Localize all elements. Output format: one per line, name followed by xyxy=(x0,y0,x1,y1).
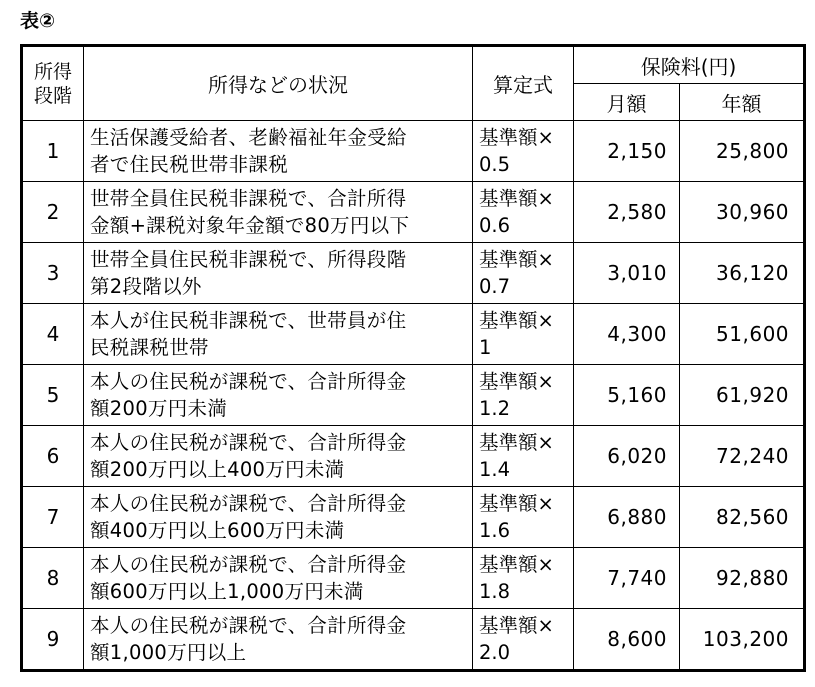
condition-line1: 本人の住民税が課税で、合計所得金 xyxy=(90,492,407,515)
formula-line2: 0.7 xyxy=(479,275,511,298)
formula-line1: 基準額× xyxy=(479,553,554,576)
cell-rank: 2 xyxy=(22,182,84,243)
condition-line1: 本人の住民税が課税で、合計所得金 xyxy=(90,553,407,576)
condition-line1: 生活保護受給者、老齢福祉年金受給 xyxy=(90,126,407,149)
cell-rank: 1 xyxy=(22,121,84,182)
cell-formula xyxy=(473,365,574,426)
cell-monthly: 2,580 xyxy=(574,182,680,243)
header-rank-line2: 段階 xyxy=(33,84,72,107)
condition-line2: 額200万円以上400万円未満 xyxy=(90,458,345,481)
table-row xyxy=(22,121,805,182)
cell-formula xyxy=(473,487,574,548)
cell-annual: 30,960 xyxy=(680,182,805,243)
cell-annual: 103,200 xyxy=(680,609,805,671)
cell-condition xyxy=(84,609,473,671)
formula-line1: 基準額× xyxy=(479,187,554,210)
formula-line2: 0.6 xyxy=(479,214,511,237)
condition-line1: 本人の住民税が課税で、合計所得金 xyxy=(90,370,407,393)
cell-rank: 9 xyxy=(22,609,84,671)
table-row xyxy=(22,243,805,304)
formula-line2: 2.0 xyxy=(479,641,511,664)
header-condition: 所得などの状況 xyxy=(84,46,473,121)
cell-monthly: 4,300 xyxy=(574,304,680,365)
cell-formula xyxy=(473,243,574,304)
formula-line1: 基準額× xyxy=(479,370,554,393)
formula-line2: 1.8 xyxy=(479,580,511,603)
condition-line2: 者で住民税世帯非課税 xyxy=(90,153,289,176)
cell-annual: 51,600 xyxy=(680,304,805,365)
condition-line2: 金額+課税対象年金額で80万円以下 xyxy=(90,214,410,237)
header-formula: 算定式 xyxy=(473,46,574,121)
table-row xyxy=(22,426,805,487)
cell-annual: 82,560 xyxy=(680,487,805,548)
cell-monthly: 2,150 xyxy=(574,121,680,182)
cell-rank: 8 xyxy=(22,548,84,609)
condition-line1: 本人の住民税が課税で、合計所得金 xyxy=(90,431,407,454)
formula-line1: 基準額× xyxy=(479,126,554,149)
condition-line2: 額200万円未満 xyxy=(90,397,228,420)
cell-rank: 5 xyxy=(22,365,84,426)
formula-line2: 1.2 xyxy=(479,397,511,420)
table-caption: 表② xyxy=(20,10,56,32)
header-premium: 保険料(円) xyxy=(574,46,805,84)
formula-line2: 0.5 xyxy=(479,153,511,176)
table-row xyxy=(22,365,805,426)
cell-annual: 72,240 xyxy=(680,426,805,487)
cell-rank: 7 xyxy=(22,487,84,548)
cell-formula xyxy=(473,304,574,365)
table-row xyxy=(22,487,805,548)
cell-rank: 3 xyxy=(22,243,84,304)
condition-line2: 民税課税世帯 xyxy=(90,336,209,359)
cell-formula xyxy=(473,609,574,671)
cell-rank: 6 xyxy=(22,426,84,487)
cell-condition xyxy=(84,182,473,243)
cell-annual: 36,120 xyxy=(680,243,805,304)
formula-line1: 基準額× xyxy=(479,431,554,454)
formula-line2: 1.4 xyxy=(479,458,511,481)
header-rank-line1: 所得 xyxy=(33,60,72,83)
condition-line2: 額1,000万円以上 xyxy=(90,641,247,664)
formula-line1: 基準額× xyxy=(479,492,554,515)
cell-condition xyxy=(84,548,473,609)
condition-line2: 額600万円以上1,000万円未満 xyxy=(90,580,364,603)
formula-line2: 1.6 xyxy=(479,519,511,542)
cell-condition xyxy=(84,304,473,365)
table-row xyxy=(22,609,805,671)
cell-condition xyxy=(84,426,473,487)
condition-line1: 本人の住民税が課税で、合計所得金 xyxy=(90,614,407,637)
cell-monthly: 8,600 xyxy=(574,609,680,671)
formula-line2: 1 xyxy=(479,336,492,359)
cell-formula xyxy=(473,548,574,609)
cell-monthly: 6,880 xyxy=(574,487,680,548)
cell-annual: 61,920 xyxy=(680,365,805,426)
formula-line1: 基準額× xyxy=(479,309,554,332)
table-row xyxy=(22,304,805,365)
cell-annual: 25,800 xyxy=(680,121,805,182)
cell-condition xyxy=(84,365,473,426)
table-row xyxy=(22,548,805,609)
cell-monthly: 5,160 xyxy=(574,365,680,426)
condition-line1: 世帯全員住民税非課税で、合計所得 xyxy=(90,187,407,210)
cell-formula xyxy=(473,121,574,182)
formula-line1: 基準額× xyxy=(479,614,554,637)
cell-rank: 4 xyxy=(22,304,84,365)
condition-line1: 世帯全員住民税非課税で、所得段階 xyxy=(90,248,407,271)
cell-condition xyxy=(84,487,473,548)
table-row xyxy=(22,182,805,243)
cell-monthly: 6,020 xyxy=(574,426,680,487)
cell-monthly: 3,010 xyxy=(574,243,680,304)
condition-line1: 本人が住民税非課税で、世帯員が住 xyxy=(90,309,407,332)
header-annual: 年額 xyxy=(680,84,805,121)
cell-monthly: 7,740 xyxy=(574,548,680,609)
formula-line1: 基準額× xyxy=(479,248,554,271)
cell-formula xyxy=(473,182,574,243)
premium-table xyxy=(20,44,806,672)
header-income-rank xyxy=(22,46,84,121)
cell-annual: 92,880 xyxy=(680,548,805,609)
condition-line2: 額400万円以上600万円未満 xyxy=(90,519,345,542)
cell-condition xyxy=(84,121,473,182)
condition-line2: 第2段階以外 xyxy=(90,275,202,298)
header-monthly: 月額 xyxy=(574,84,680,121)
cell-formula xyxy=(473,426,574,487)
cell-condition xyxy=(84,243,473,304)
